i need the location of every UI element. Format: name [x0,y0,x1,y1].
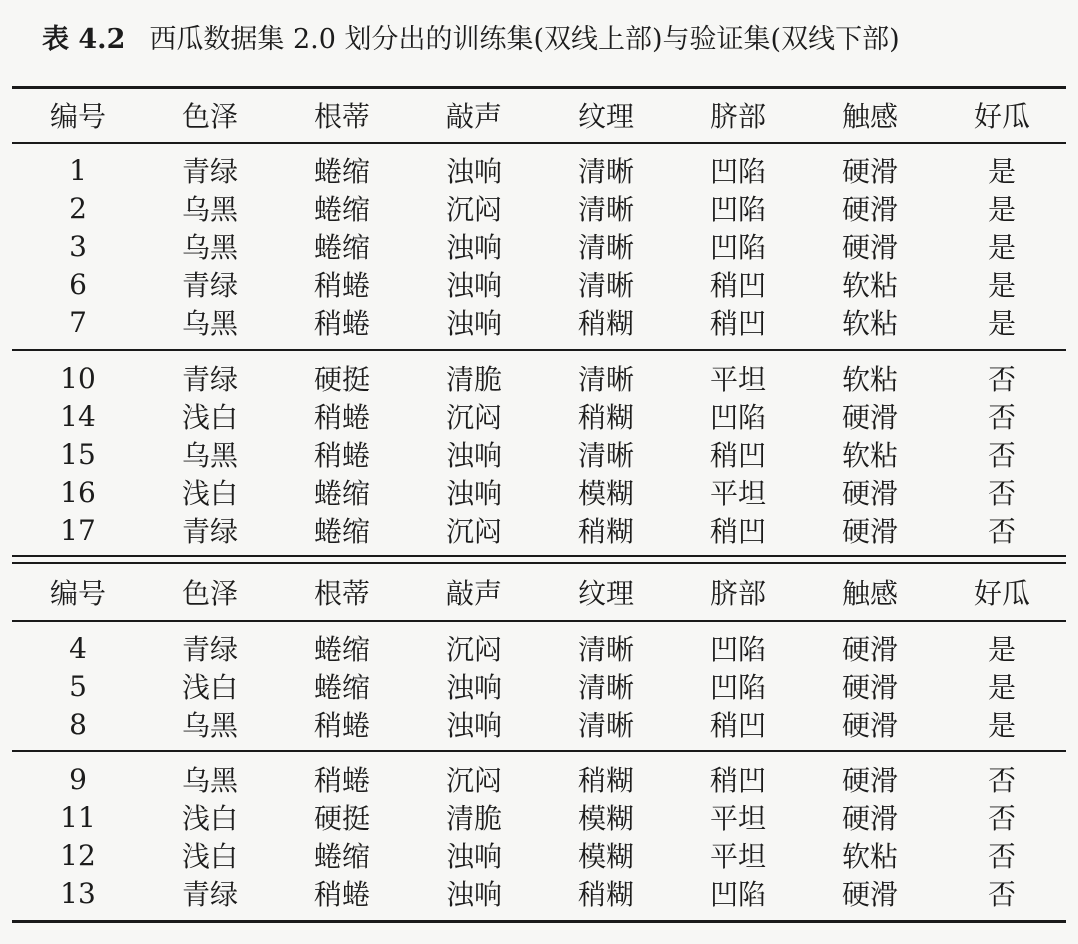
header-root: 根蒂 [313,577,370,610]
header-root: 根蒂 [313,100,370,133]
cell-sound: 清脆 [445,802,502,835]
header-navel: 脐部 [709,100,766,133]
cell-root: 稍蜷 [313,401,370,434]
header-good: 好瓜 [973,100,1030,133]
cell-touch: 硬滑 [841,477,898,510]
cell-good: 否 [987,840,1016,873]
cell-texture: 稍糊 [577,307,634,340]
cell-touch: 软粘 [841,840,898,873]
cell-texture: 稍糊 [577,878,634,911]
cell-root: 蜷缩 [313,515,370,548]
cell-navel: 凹陷 [709,401,766,434]
cell-color: 浅白 [181,477,238,510]
cell-texture: 模糊 [577,477,634,510]
cell-touch: 硬滑 [841,155,898,188]
cell-sound: 浊响 [445,307,502,340]
cell-navel: 凹陷 [709,671,766,704]
table-row [12,435,1066,473]
training-header-row [12,90,1066,140]
cell-id: 9 [69,762,87,796]
table-row [12,798,1066,836]
cell-navel: 凹陷 [709,633,766,666]
cell-sound: 沉闷 [445,764,502,797]
table-row [12,359,1066,397]
cell-color: 浅白 [181,840,238,873]
double-rule-upper [12,555,1066,557]
cell-good: 是 [987,155,1016,188]
cell-id: 12 [60,838,96,872]
top-rule [12,86,1066,89]
table-row [12,629,1066,667]
cell-sound: 浊响 [445,709,502,742]
cell-root: 蜷缩 [313,193,370,226]
cell-touch: 软粘 [841,269,898,302]
cell-sound: 沉闷 [445,633,502,666]
cell-navel: 平坦 [709,840,766,873]
cell-color: 乌黑 [181,439,238,472]
cell-root: 蜷缩 [313,155,370,188]
cell-color: 青绿 [181,515,238,548]
cell-navel: 稍凹 [709,269,766,302]
cell-id: 3 [69,229,87,263]
table-row [12,303,1066,341]
group-rule [12,349,1066,351]
cell-good: 否 [987,401,1016,434]
cell-sound: 浊响 [445,269,502,302]
table-row [12,227,1066,265]
header-touch: 触感 [841,577,898,610]
cell-navel: 稍凹 [709,709,766,742]
cell-texture: 清晰 [577,671,634,704]
cell-good: 是 [987,269,1016,302]
header-rule [12,620,1066,622]
cell-id: 13 [60,876,96,910]
cell-texture: 模糊 [577,802,634,835]
cell-id: 10 [60,361,96,395]
cell-navel: 平坦 [709,802,766,835]
cell-texture: 清晰 [577,155,634,188]
cell-root: 蜷缩 [313,840,370,873]
table-row [12,473,1066,511]
table-row [12,151,1066,189]
cell-good: 是 [987,671,1016,704]
cell-color: 浅白 [181,671,238,704]
cell-color: 乌黑 [181,307,238,340]
header-sound: 敲声 [445,100,502,133]
cell-id: 5 [69,669,87,703]
cell-sound: 浊响 [445,840,502,873]
cell-touch: 软粘 [841,439,898,472]
cell-good: 是 [987,193,1016,226]
header-color: 色泽 [181,577,238,610]
cell-root: 硬挺 [313,802,370,835]
cell-id: 15 [60,437,96,471]
cell-touch: 硬滑 [841,231,898,264]
table-row [12,836,1066,874]
cell-texture: 清晰 [577,231,634,264]
cell-navel: 稍凹 [709,764,766,797]
cell-good: 是 [987,231,1016,264]
cell-id: 7 [69,305,87,339]
cell-color: 乌黑 [181,764,238,797]
cell-navel: 凹陷 [709,878,766,911]
cell-touch: 硬滑 [841,193,898,226]
cell-root: 稍蜷 [313,269,370,302]
cell-texture: 稍糊 [577,401,634,434]
cell-sound: 沉闷 [445,515,502,548]
cell-touch: 软粘 [841,363,898,396]
cell-navel: 凹陷 [709,231,766,264]
cell-navel: 平坦 [709,477,766,510]
cell-id: 17 [60,513,96,547]
cell-navel: 稍凹 [709,515,766,548]
cell-color: 浅白 [181,401,238,434]
cell-id: 11 [60,800,96,834]
cell-texture: 清晰 [577,709,634,742]
cell-sound: 沉闷 [445,193,502,226]
cell-sound: 清脆 [445,363,502,396]
cell-sound: 浊响 [445,878,502,911]
cell-touch: 硬滑 [841,878,898,911]
cell-touch: 硬滑 [841,401,898,434]
table-row [12,265,1066,303]
cell-id: 1 [69,153,87,187]
cell-texture: 稍糊 [577,764,634,797]
group-rule [12,750,1066,752]
cell-good: 否 [987,439,1016,472]
cell-root: 稍蜷 [313,709,370,742]
cell-texture: 清晰 [577,269,634,302]
table-title: 西瓜数据集 2.0 划分出的训练集(双线上部)与验证集(双线下部) [149,24,900,55]
header-id: 编号 [49,100,106,133]
cell-texture: 清晰 [577,193,634,226]
cell-root: 稍蜷 [313,764,370,797]
cell-root: 蜷缩 [313,477,370,510]
table-number: 表 4.2 [42,24,126,55]
cell-texture: 模糊 [577,840,634,873]
table-row [12,874,1066,912]
cell-navel: 平坦 [709,363,766,396]
cell-color: 青绿 [181,269,238,302]
cell-sound: 沉闷 [445,401,502,434]
cell-sound: 浊响 [445,439,502,472]
cell-good: 否 [987,515,1016,548]
table-row [12,397,1066,435]
cell-id: 16 [60,475,96,509]
cell-good: 否 [987,764,1016,797]
cell-touch: 硬滑 [841,709,898,742]
validation-header-row [12,567,1066,617]
cell-root: 稍蜷 [313,439,370,472]
cell-root: 稍蜷 [313,878,370,911]
cell-good: 否 [987,477,1016,510]
cell-texture: 清晰 [577,363,634,396]
bottom-rule [12,920,1066,923]
header-rule [12,142,1066,144]
cell-texture: 清晰 [577,439,634,472]
cell-color: 青绿 [181,155,238,188]
table-row [12,511,1066,549]
cell-good: 是 [987,307,1016,340]
header-color: 色泽 [181,100,238,133]
cell-root: 稍蜷 [313,307,370,340]
cell-color: 乌黑 [181,709,238,742]
table-row [12,705,1066,743]
header-texture: 纹理 [577,577,634,610]
table-row [12,760,1066,798]
cell-navel: 稍凹 [709,307,766,340]
header-texture: 纹理 [577,100,634,133]
cell-color: 乌黑 [181,231,238,264]
table-row [12,189,1066,227]
cell-texture: 稍糊 [577,515,634,548]
cell-id: 2 [69,191,87,225]
header-touch: 触感 [841,100,898,133]
cell-sound: 浊响 [445,477,502,510]
cell-good: 是 [987,709,1016,742]
cell-sound: 浊响 [445,155,502,188]
cell-touch: 硬滑 [841,515,898,548]
cell-root: 蜷缩 [313,633,370,666]
cell-navel: 凹陷 [709,193,766,226]
header-id: 编号 [49,577,106,610]
cell-touch: 硬滑 [841,671,898,704]
cell-color: 青绿 [181,633,238,666]
table-caption [42,18,900,62]
cell-good: 否 [987,878,1016,911]
cell-root: 蜷缩 [313,671,370,704]
double-rule-lower [12,562,1066,564]
cell-navel: 凹陷 [709,155,766,188]
cell-good: 是 [987,633,1016,666]
cell-root: 硬挺 [313,363,370,396]
header-navel: 脐部 [709,577,766,610]
cell-good: 否 [987,802,1016,835]
cell-touch: 硬滑 [841,633,898,666]
table-row [12,667,1066,705]
cell-id: 6 [69,267,87,301]
cell-sound: 浊响 [445,671,502,704]
cell-touch: 硬滑 [841,802,898,835]
cell-good: 否 [987,363,1016,396]
cell-root: 蜷缩 [313,231,370,264]
cell-color: 浅白 [181,802,238,835]
cell-color: 乌黑 [181,193,238,226]
header-sound: 敲声 [445,577,502,610]
cell-id: 4 [69,631,87,665]
header-good: 好瓜 [973,577,1030,610]
cell-navel: 稍凹 [709,439,766,472]
cell-id: 14 [60,399,96,433]
cell-touch: 硬滑 [841,764,898,797]
cell-sound: 浊响 [445,231,502,264]
cell-texture: 清晰 [577,633,634,666]
cell-touch: 软粘 [841,307,898,340]
cell-color: 青绿 [181,363,238,396]
cell-color: 青绿 [181,878,238,911]
cell-id: 8 [69,707,87,741]
